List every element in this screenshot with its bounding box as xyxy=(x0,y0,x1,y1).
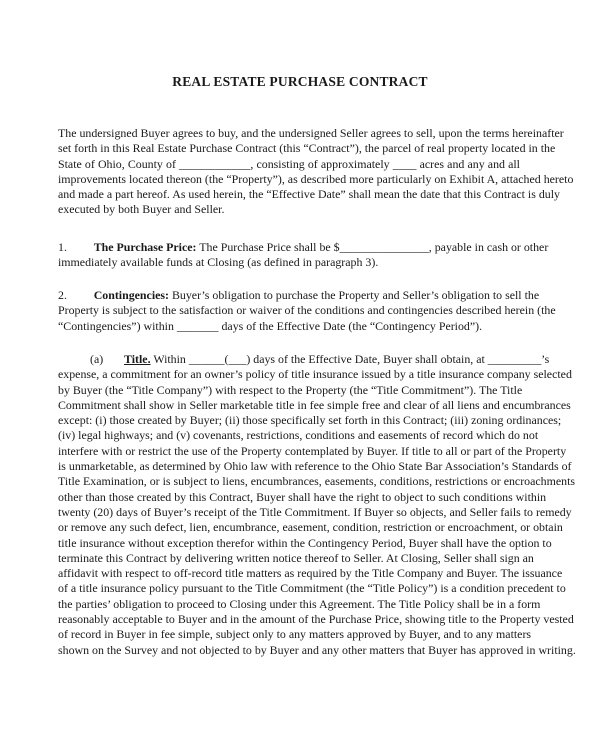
section-title-subclause xyxy=(58,352,576,658)
subclause-line: or remove any such defect, lien, encumbrance, easement, condition, restriction or encroachment, or obtain xyxy=(58,520,563,535)
subclause-line: title insurance without exception therefor within the Contingency Period, Buyer shall have the option to xyxy=(58,535,552,550)
subclause-heading: Title. xyxy=(124,352,151,366)
intro-line: executed by both Buyer and Seller. xyxy=(58,202,225,217)
intro-line: improvements located thereon (the “Property”), as described more particularly on Exhibit A, attached hereto xyxy=(58,171,574,186)
intro-paragraph xyxy=(58,126,574,218)
subclause-line: by Buyer (the “Title Company”) with respect to the Property (the “Title Commitment”). The Title xyxy=(58,382,523,397)
section-contingencies xyxy=(58,288,556,334)
subclause-line: (iv) legal highways; and (v) covenants, restrictions, conditions and easements of record which do not xyxy=(58,428,539,443)
subclause-line: Commitment shall show in Seller marketable title in fee simple free and clear of all liens and encumbrances xyxy=(58,397,571,412)
intro-line: State of Ohio, County of ____________, consisting of approximately ____ acres and any and all xyxy=(58,156,520,171)
section-text: Property is subject to the satisfaction or waiver of the conditions and contingencies described herein (the xyxy=(58,303,556,318)
section-text: The Purchase Price shall be $_______________, payable in cash or other xyxy=(199,240,549,254)
subclause-line: terminate this Contract by delivering written notice thereof to Seller. At Closing, Seller shall sign an xyxy=(58,550,534,565)
subclause-label: (a) xyxy=(90,352,104,366)
subclause-line: the parties’ obligation to proceed to Closing under this Agreement. The Title Policy shall be in a form xyxy=(58,596,541,611)
section-number: 1. xyxy=(58,240,67,254)
subclause-line: twenty (20) days of Buyer’s receipt of the Title Commitment. If Buyer so objects, and Seller fails to remedy xyxy=(58,504,572,519)
section-text: immediately available funds at Closing (as defined in paragraph 3). xyxy=(58,255,379,270)
section-number: 2. xyxy=(58,288,67,302)
subclause-line: affidavit with respect to off-record title matters as required by the Title Company and Buyer. The issuance xyxy=(58,566,563,581)
intro-line: set forth in this Real Estate Purchase Contract (this “Contract”), the parcel of real property located in the xyxy=(58,141,556,156)
section-text: Buyer’s obligation to purchase the Property and Seller’s obligation to sell the xyxy=(171,288,540,302)
subclause-line: other than those created by this Contract, Buyer shall have the right to object to such conditions within xyxy=(58,489,547,504)
subclause-line: interfere with or restrict the use of the Property contemplated by Buyer. If title to all or part of the Property xyxy=(58,443,567,458)
subclause-line: of record in Buyer in fee simple, subject only to any matters approved by Buyer, and to any matters xyxy=(58,627,532,642)
section-purchase-price xyxy=(58,240,549,271)
subclause-line: Title Examination, or is subject to liens, encumbrances, easements, conditions, restrictions or encroachments xyxy=(58,474,576,489)
subclause-line: of a title insurance policy pursuant to the Title Commitment (the “Title Policy”) is a condition precedent to xyxy=(58,581,566,596)
subclause-text: Within ______(___) days of the Effective Date, Buyer shall obtain, at _________’s xyxy=(153,352,550,366)
subclause-line: reasonably acceptable to Buyer and in the amount of the Purchase Price, showing title to the Property vested xyxy=(58,612,574,627)
section-heading: Contingencies: xyxy=(93,288,169,302)
section-text: “Contingencies”) within _______ days of the Effective Date (the “Contingency Period”). xyxy=(58,318,483,333)
subclause-line: except: (i) those created by Buyer; (ii) those specifically set forth in this Contract; (iii) zoning ordinances; xyxy=(58,413,562,428)
intro-line: The undersigned Buyer agrees to buy, and the undersigned Seller agrees to sell, upon the terms hereinafter xyxy=(58,126,564,140)
document-title: REAL ESTATE PURCHASE CONTRACT xyxy=(172,74,428,89)
subclause-line: is unmarketable, as determined by Ohio law with reference to the Ohio State Bar Association’s Standards of xyxy=(58,459,572,474)
subclause-line: shown on the Survey and not objected to by Buyer and any other matters that Buyer has approved in writing. xyxy=(58,642,576,657)
section-heading: The Purchase Price: xyxy=(93,240,197,254)
intro-line: and made a part hereof. As used herein, the “Effective Date” shall mean the date that this Contract is duly xyxy=(58,187,560,202)
subclause-line: expense, a commitment for an owner’s policy of title insurance issued by a title insurance company selected xyxy=(58,367,572,382)
